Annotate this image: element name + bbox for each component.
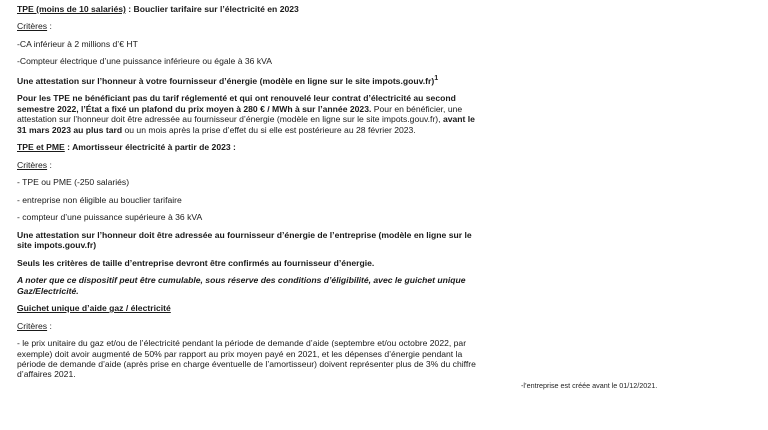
attestation-1-text: Une attestation sur l’honneur à votre fournisseur d’énergie (modèle en ligne sur le site impots.gouv.fr) — [17, 75, 435, 86]
tpe-paragraph-deadline: avant le 31 mars 2023 au plus tard — [17, 114, 475, 135]
tpe-paragraph-bold: Pour les TPE ne bénéficiant pas du tarif réglementé et qui ont renouvelé leur contrat d’électricité au second semestre 2022, l’État a fixé un plafond du prix moyen à 280 € / MWh à sur l’année 2023. — [17, 93, 456, 114]
tpe-heading — [17, 4, 477, 14]
pme-criterion-3: - compteur d’une puissance supérieure à 36 kVA — [17, 212, 203, 223]
tpe-criterion-2: -Compteur électrique d’une puissance inférieure ou égale à 36 kVA — [17, 56, 272, 67]
criteres-text: Critères — [17, 320, 48, 331]
pme-criterion-1: - TPE ou PME (-250 salariés) — [17, 177, 130, 188]
criteres-label-1 — [17, 21, 477, 31]
footnote-ref: 1 — [434, 73, 439, 82]
tpe-paragraph — [17, 93, 477, 135]
pme-heading-rest: : Amortisseur électricité à partir de 2023 : — [64, 142, 236, 153]
tpe-paragraph-normal-2: ou un mois après la prise d’effet du si elle est postérieure au 28 février 2023. — [122, 124, 416, 135]
pme-heading — [17, 142, 477, 152]
criteres-text: Critères — [17, 159, 48, 170]
seuls-criteres: Seuls les critères de taille d’entreprise devront être confirmés au fournisseur d’énergie. — [17, 257, 375, 268]
attestation-2: Une attestation sur l’honneur doit être adressée au fournisseur d’énergie de l’entreprise (modèle en ligne sur le site impots.gouv.fr) — [17, 229, 472, 251]
tpe-heading-label: TPE (moins de 10 salariés) — [17, 4, 126, 14]
pme-heading-label: TPE et PME — [17, 142, 65, 153]
criteres-suffix: : — [47, 320, 52, 331]
document-main — [17, 4, 477, 387]
tpe-criterion-1: -CA inférieur à 2 millions d’€ HT — [17, 38, 138, 49]
guichet-criterion: - le prix unitaire du gaz et/ou de l’électricité pendant la période de demande d’aide (septembre et/ou octobre 2022, par exemple) doit avoir augmenté de 50% par rapport au prix moyen payé en 2021, et les dépenses d’énergie pendant la période de demande d’aide (après prise en charge éventuelle de l’amortisseur) doivent représenter plus de 3% du chiffre d’affaires 2021. — [17, 338, 476, 380]
criteres-label-2 — [17, 160, 477, 170]
tpe-heading-rest: : Bouclier tarifaire sur l’électricité en 2023 — [125, 4, 299, 14]
criteres-text: Critères — [17, 21, 48, 32]
criteres-label-3 — [17, 321, 477, 331]
criteres-suffix: : — [47, 159, 52, 170]
tpe-paragraph-normal-1: Pour en bénéficier, une attestation sur l’honneur doit être adressée au fournisseur d’énergie (modèle en ligne sur le site impots.gouv.fr), — [17, 103, 463, 125]
guichet-heading: Guichet unique d’aide gaz / électricité — [17, 303, 171, 314]
attestation-1 — [17, 74, 477, 86]
pme-criterion-2: - entreprise non éligible au bouclier tarifaire — [17, 194, 182, 205]
criteres-suffix: : — [47, 21, 52, 32]
note-cumulable: A noter que ce dispositif peut être cumulable, sous réserve des conditions d’éligibilité, avec le guichet unique Gaz/Electricité. — [17, 275, 466, 296]
aside-note: -l’entreprise est créée avant le 01/12/2021. — [521, 381, 658, 390]
